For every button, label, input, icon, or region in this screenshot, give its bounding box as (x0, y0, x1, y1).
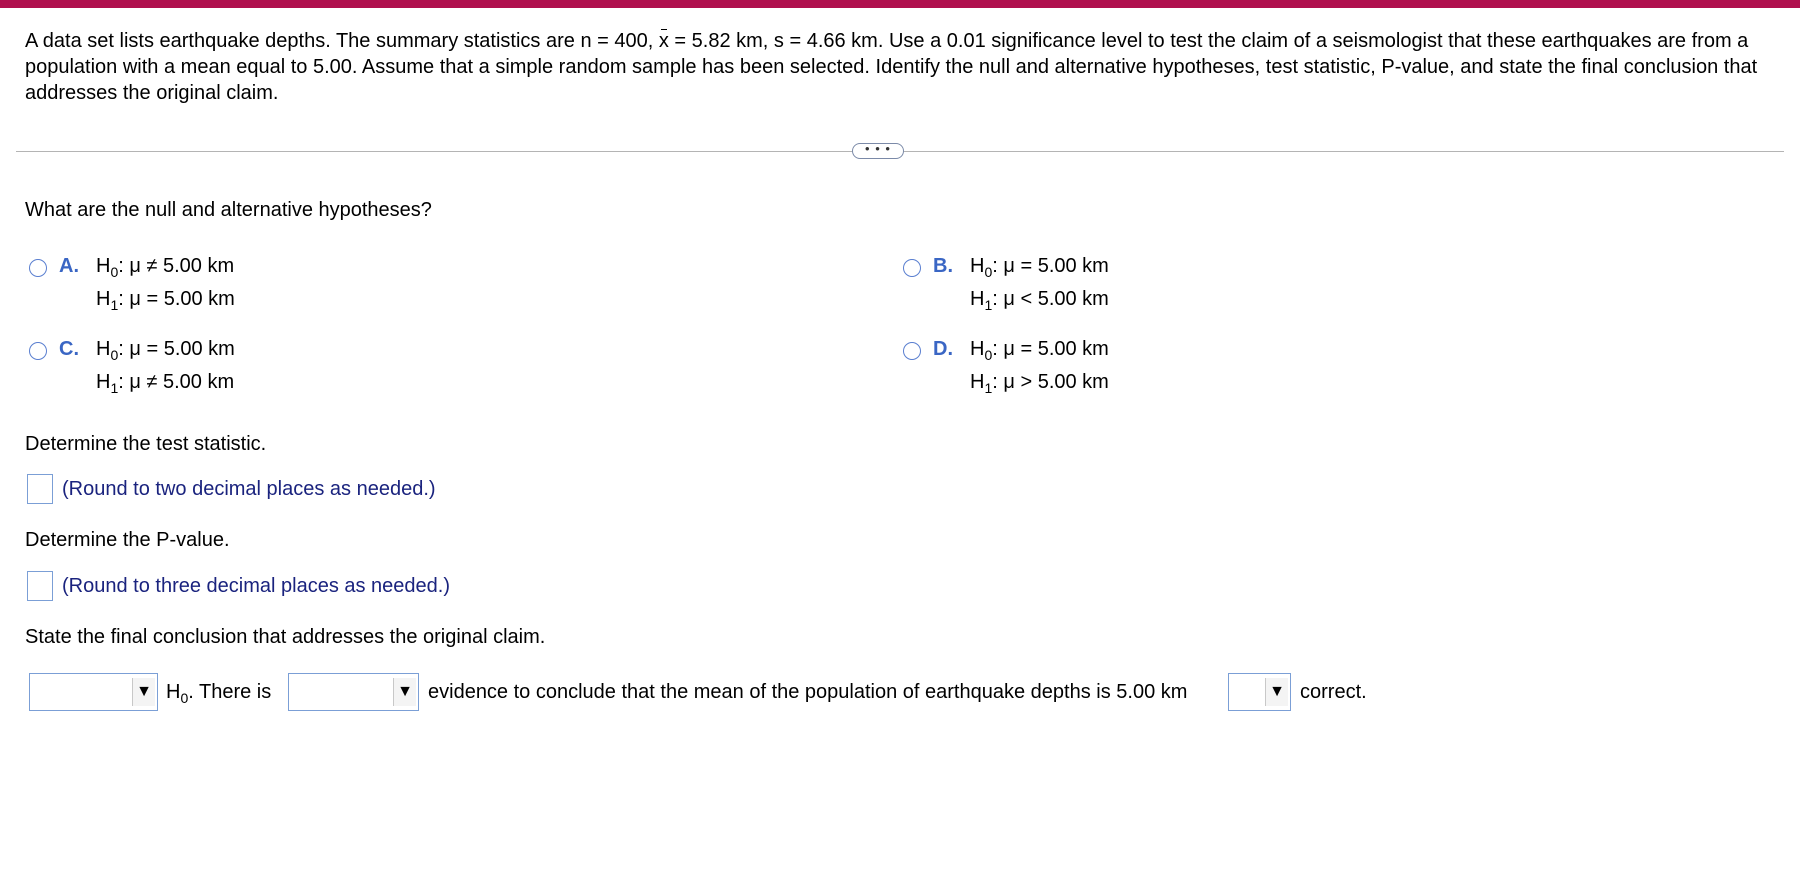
option-c[interactable] (29, 338, 429, 408)
conclusion-end-text: correct. (1300, 681, 1367, 703)
conclusion-question: State the final conclusion that addresses the original claim. (25, 626, 546, 648)
option-b[interactable] (903, 255, 1303, 325)
option-c-radio[interactable] (29, 342, 47, 360)
test-statistic-hint: (Round to two decimal places as needed.) (62, 478, 436, 500)
option-b-h1: $H_1$: μ < 5.00 km (970, 288, 1109, 313)
option-a-h0: $H_0$: μ ≠ 5.00 km (96, 255, 235, 280)
option-d-letter: D. (933, 338, 953, 360)
problem-statement (25, 28, 1770, 106)
chevron-down-icon: ▼ (132, 678, 155, 706)
option-d-h0: $H_0$: μ = 5.00 km (970, 338, 1109, 363)
option-b-letter: B. (933, 255, 953, 277)
problem-text-part1: A data set lists earthquake depths. The summary statistics are n = 400, (25, 30, 659, 52)
conclusion-evidence-dropdown[interactable] (288, 673, 419, 711)
more-button[interactable]: • • • (852, 143, 904, 159)
p-value-input[interactable] (27, 571, 53, 601)
top-accent-bar (0, 0, 1800, 8)
test-statistic-input[interactable] (27, 474, 53, 504)
conclusion-is-dropdown[interactable] (1228, 673, 1291, 711)
chevron-down-icon: ▼ (1265, 678, 1288, 706)
option-c-letter: C. (59, 338, 79, 360)
x-bar-symbol: x (658, 30, 669, 52)
option-c-h0: $H_0$: μ = 5.00 km (96, 338, 235, 363)
hypotheses-question: What are the null and alternative hypotheses? (25, 199, 432, 221)
chevron-down-icon: ▼ (393, 678, 416, 706)
p-value-question: Determine the P-value. (25, 529, 230, 551)
option-d-h1: $H_1$: μ > 5.00 km (970, 371, 1109, 396)
option-b-h0: $H_0$: μ = 5.00 km (970, 255, 1109, 280)
option-c-h1: $H_1$: μ ≠ 5.00 km (96, 371, 235, 396)
option-a-radio[interactable] (29, 259, 47, 277)
p-value-hint: (Round to three decimal places as needed.) (62, 575, 451, 597)
option-b-radio[interactable] (903, 259, 921, 277)
conclusion-decision-dropdown[interactable] (29, 673, 158, 711)
conclusion-middle-text: evidence to conclude that the mean of the population of earthquake depths is 5.00 km (428, 681, 1188, 703)
option-a[interactable] (29, 255, 429, 325)
problem-text-part2: = 5.82 km, s = 4.66 km. Use a 0.01 significance level to test the claim of a seismologist that these earthquakes are from a population with a mean equal to 5.00. Assume that a simple random sample has been selected. Identify the null and alternative hypotheses, test statistic, P-value, and state the final conclusion that addresses the original claim. (25, 30, 1758, 104)
option-d[interactable] (903, 338, 1303, 408)
option-a-h1: $H_1$: μ = 5.00 km (96, 288, 235, 313)
option-d-radio[interactable] (903, 342, 921, 360)
test-statistic-question: Determine the test statistic. (25, 433, 267, 455)
option-a-letter: A. (59, 255, 79, 277)
conclusion-h0-label: $H_0$. There is (166, 681, 272, 706)
